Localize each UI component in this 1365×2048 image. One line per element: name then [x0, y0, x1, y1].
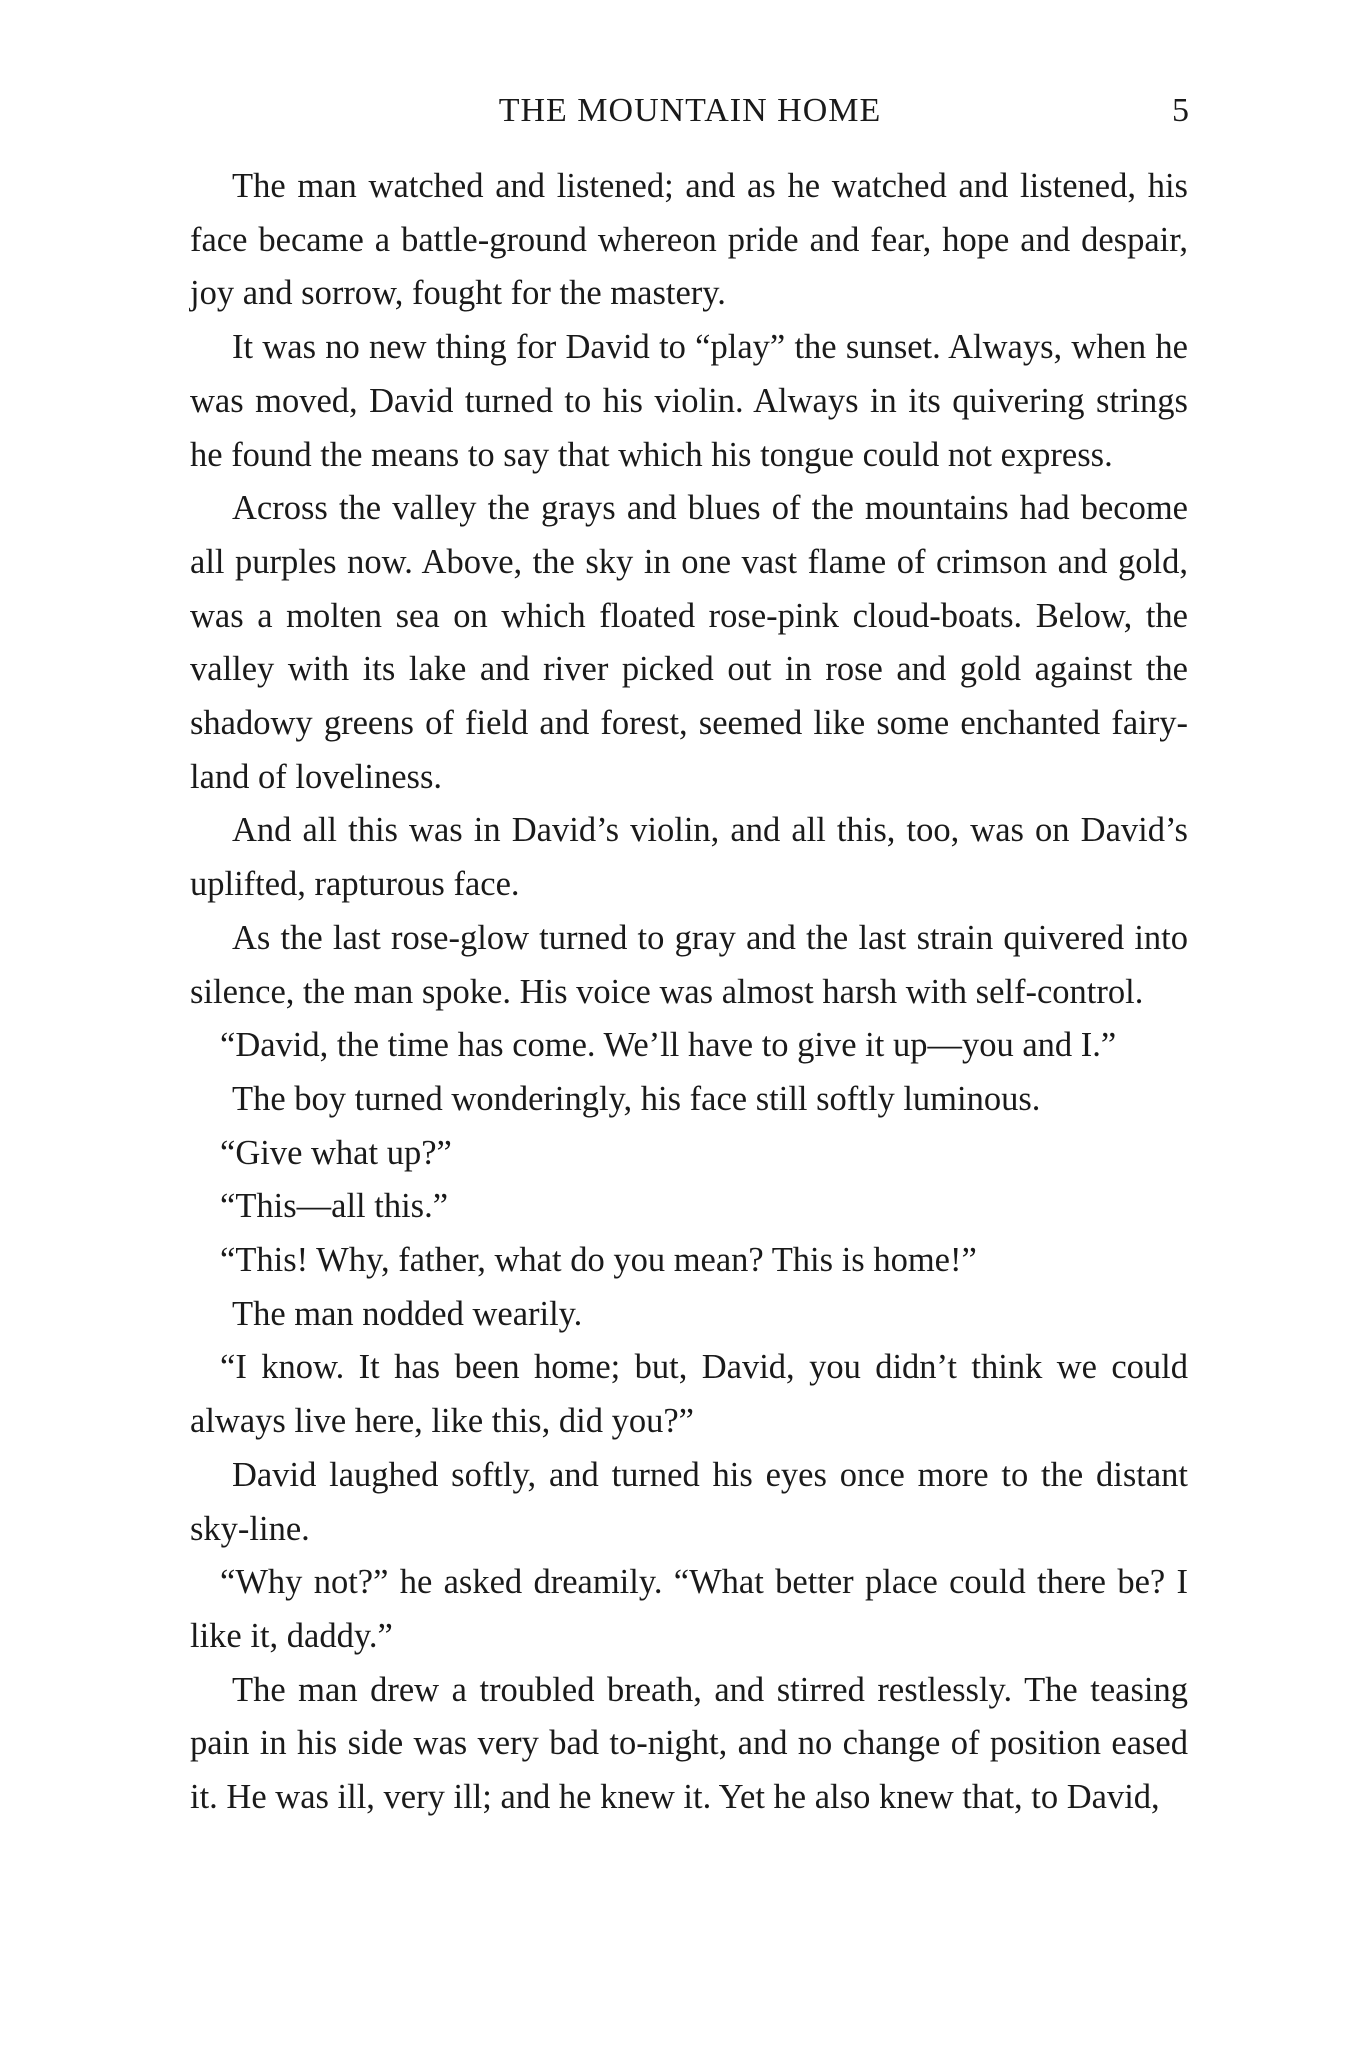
- paragraph: The man watched and listened; and as he watched and listened, his face became a battle-ground whereon pride and fear, hope and despair, joy and sorrow, fought for the mastery.: [190, 167, 1188, 313]
- paragraph: As the last rose-glow turned to gray and the last strain quivered into silence, the man spoke. His voice was almost harsh with self-control.: [190, 918, 1188, 1011]
- dialogue-paragraph: “I know. It has been home; but, David, you didn’t think we could always live here, like this, did you?”: [190, 1348, 1188, 1441]
- dialogue-paragraph: “This! Why, father, what do you mean? This is home!”: [220, 1241, 977, 1280]
- paragraph: And all this was in David’s violin, and all this, too, was on David’s uplifted, rapturous face.: [190, 811, 1188, 904]
- page-number: 5: [1172, 92, 1190, 129]
- paragraph: The man drew a troubled breath, and stirred restlessly. The teasing pain in his side was very bad to-night, and no change of position eased it. He was ill, very ill; and he knew it. Yet he also knew that, to David,: [190, 1670, 1188, 1817]
- body-text: [190, 160, 1188, 1825]
- running-title: THE MOUNTAIN HOME: [498, 92, 882, 129]
- paragraph: It was no new thing for David to “play” the sunset. Always, when he was moved, David turned to his violin. Always in its quivering strings he found the means to say that which his tongue could not express.: [190, 328, 1188, 474]
- paragraph: David laughed softly, and turned his eyes once more to the distant sky-line.: [190, 1455, 1188, 1548]
- paragraph: Across the valley the grays and blues of the mountains had become all purples now. Above, the sky in one vast flame of crimson and gold, was a molten sea on which floated rose-pink cloud-boats. Below, the valley with its lake and river picked out in rose and gold against the shadowy greens of field and forest, seemed like some enchanted fairyland of loveliness.: [190, 489, 1188, 796]
- dialogue-paragraph: “David, the time has come. We’ll have to give it up—you and I.”: [220, 1026, 1117, 1065]
- dialogue-paragraph: “This—all this.”: [220, 1187, 449, 1226]
- dialogue-paragraph: “Why not?” he asked dreamily. “What better place could there be? I like it, daddy.”: [190, 1563, 1188, 1655]
- paragraph: The man nodded wearily.: [232, 1294, 583, 1333]
- running-head: [190, 92, 1190, 136]
- dialogue-paragraph: “Give what up?”: [220, 1133, 452, 1172]
- paragraph: The boy turned wonderingly, his face still softly luminous.: [232, 1079, 1041, 1118]
